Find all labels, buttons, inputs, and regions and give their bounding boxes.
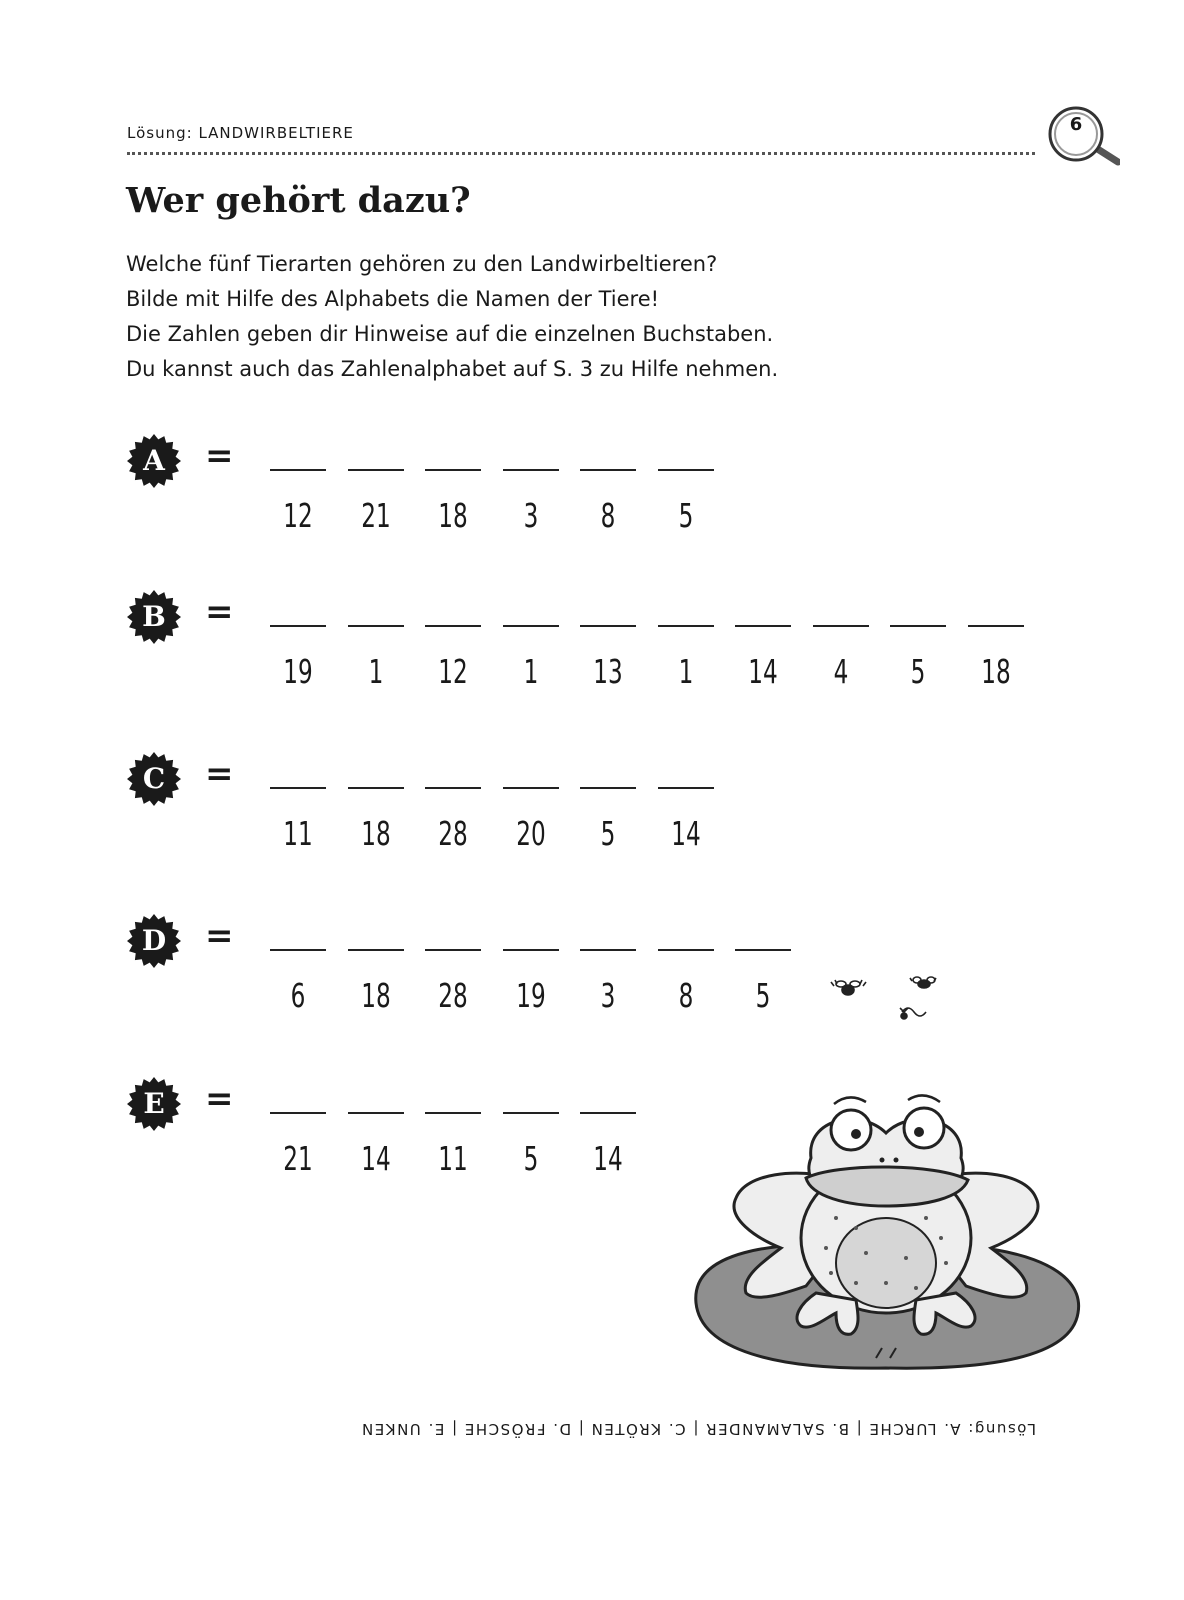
letter-number-hint: 19 [283,652,313,691]
letter-slot[interactable] [580,914,636,1014]
letter-number-hint: 28 [438,814,468,853]
equals-sign: = [205,916,234,956]
blank-line[interactable] [503,469,559,471]
blank-line[interactable] [503,949,559,951]
instruction-line: Die Zahlen geben dir Hinweise auf die einzelnen Buchstaben. [126,322,774,346]
letter-slot[interactable] [580,752,636,852]
letter-number-hint: 3 [600,976,616,1015]
blank-line[interactable] [658,787,714,789]
blank-line[interactable] [270,625,326,627]
letter-slot[interactable] [658,590,714,690]
blank-line[interactable] [735,949,791,951]
letter-number-hint: 5 [910,652,926,691]
letter-number-hint: 5 [600,814,616,853]
letter-number-hint: 12 [438,652,468,691]
letter-number-hint: 6 [290,976,306,1015]
blank-line[interactable] [348,469,404,471]
letter-number-hint: 1 [368,652,383,691]
blank-line[interactable] [270,949,326,951]
letter-slot[interactable] [425,1077,481,1177]
puzzle-row [127,434,1047,544]
equals-sign: = [205,1079,234,1119]
blank-line[interactable] [270,1112,326,1114]
blank-line[interactable] [425,625,481,627]
letter-slot[interactable] [270,590,326,690]
letter-slot[interactable] [503,590,559,690]
letter-number-hint: 21 [283,1139,313,1178]
blank-line[interactable] [425,787,481,789]
puzzle-letter-badge [127,434,181,488]
letter-number-hint: 4 [833,652,848,691]
letter-slot[interactable] [813,590,869,690]
puzzle-letter: C [142,762,166,795]
letter-slot[interactable] [503,752,559,852]
puzzle-letter: D [141,924,167,957]
blank-line[interactable] [503,625,559,627]
blank-line[interactable] [580,949,636,951]
letter-number-hint: 19 [515,976,546,1015]
blank-line[interactable] [425,1112,481,1114]
blank-line[interactable] [503,787,559,789]
letter-number-hint: 12 [283,496,313,535]
instruction-line: Du kannst auch das Zahlenalphabet auf S. 3 zu Hilfe nehmen. [126,357,779,381]
blank-line[interactable] [658,469,714,471]
puzzle-letter-badge [127,1077,181,1131]
letter-number-hint: 11 [438,1139,468,1178]
blank-line[interactable] [425,469,481,471]
page-number: 6 [1069,114,1083,135]
letter-slot[interactable] [503,914,559,1014]
instruction-line: Bilde mit Hilfe des Alphabets die Namen der Tiere! [126,287,660,311]
letter-slot[interactable] [890,590,946,690]
letter-slot[interactable] [968,590,1024,690]
letter-slot[interactable] [270,914,326,1014]
letter-slot[interactable] [503,434,559,534]
blank-line[interactable] [580,787,636,789]
letter-number-hint: 3 [523,496,538,535]
header-label: Lösung: LANDWIRBELTIERE [127,124,354,142]
letter-slot[interactable] [348,434,404,534]
blank-line[interactable] [348,1112,404,1114]
letter-number-hint: 1 [523,652,538,691]
blank-line[interactable] [425,949,481,951]
page-badge [1046,106,1120,170]
letter-slot[interactable] [348,1077,404,1177]
page-title: Wer gehört dazu? [126,180,471,221]
letter-slot[interactable] [580,1077,636,1177]
letter-slot[interactable] [270,1077,326,1177]
letter-slot[interactable] [348,590,404,690]
letter-number-hint: 18 [360,814,391,853]
letter-number-hint: 14 [360,1139,391,1178]
letter-number-hint: 20 [515,814,546,853]
letter-number-hint: 14 [748,652,778,691]
blank-line[interactable] [270,787,326,789]
letter-number-hint: 18 [360,976,391,1015]
instruction-line: Welche fünf Tierarten gehören zu den Landwirbeltieren? [126,252,718,276]
blank-line[interactable] [658,949,714,951]
letter-number-hint: 28 [438,976,468,1015]
letter-number-hint: 5 [523,1139,538,1178]
puzzle-letter-badge [127,752,181,806]
letter-number-hint: 1 [678,652,693,691]
letter-slot[interactable] [735,914,791,1014]
frog-on-lily-pad-icon [686,1088,1086,1378]
letter-slot[interactable] [580,434,636,534]
letter-slot[interactable] [425,752,481,852]
blank-line[interactable] [348,949,404,951]
letter-number-hint: 11 [283,814,313,853]
puzzle-row [127,752,1047,862]
equals-sign: = [205,592,234,632]
letter-slot[interactable] [425,590,481,690]
letter-slot[interactable] [348,914,404,1014]
blank-line[interactable] [580,469,636,471]
letter-number-hint: 21 [360,496,391,535]
instructions [126,247,778,387]
puzzle-letter: E [143,1087,165,1120]
letter-slot[interactable] [658,434,714,534]
equals-sign: = [205,754,234,794]
blank-line[interactable] [348,787,404,789]
letter-slot[interactable] [658,752,714,852]
blank-line[interactable] [580,1112,636,1114]
blank-line[interactable] [735,625,791,627]
equals-sign: = [205,436,234,476]
puzzle-letter: B [142,600,166,633]
blank-line[interactable] [348,625,404,627]
letter-slot[interactable] [735,590,791,690]
puzzle-letter: A [143,444,165,477]
blank-line[interactable] [503,1112,559,1114]
puzzle-row [127,590,1047,700]
letter-slot[interactable] [348,752,404,852]
letter-number-hint: 5 [755,976,771,1015]
letter-slot[interactable] [270,434,326,534]
flies-icon [826,972,956,1032]
letter-number-hint: 14 [593,1139,623,1178]
letter-slot[interactable] [270,752,326,852]
blank-line[interactable] [813,625,869,627]
blank-line[interactable] [580,625,636,627]
letter-number-hint: 14 [670,814,701,853]
blank-line[interactable] [968,625,1024,627]
puzzle-letter-badge [127,914,181,968]
answer-key: Lösung: A. LURCHE | B. SALAMANDER | C. KRÖTEN | D. FRÖSCHE | E. UNKEN [360,1420,1036,1438]
letter-number-hint: 13 [593,652,623,691]
letter-slot[interactable] [580,590,636,690]
letter-slot[interactable] [425,914,481,1014]
letter-slot[interactable] [503,1077,559,1177]
blank-line[interactable] [890,625,946,627]
letter-number-hint: 18 [438,496,468,535]
puzzle-letter-badge [127,590,181,644]
letter-slot[interactable] [658,914,714,1014]
blank-line[interactable] [658,625,714,627]
letter-number-hint: 8 [678,976,693,1015]
letter-number-hint: 8 [600,496,616,535]
letter-number-hint: 5 [678,496,693,535]
dotted-divider [127,152,1035,155]
blank-line[interactable] [270,469,326,471]
letter-number-hint: 18 [980,652,1011,691]
letter-slot[interactable] [425,434,481,534]
